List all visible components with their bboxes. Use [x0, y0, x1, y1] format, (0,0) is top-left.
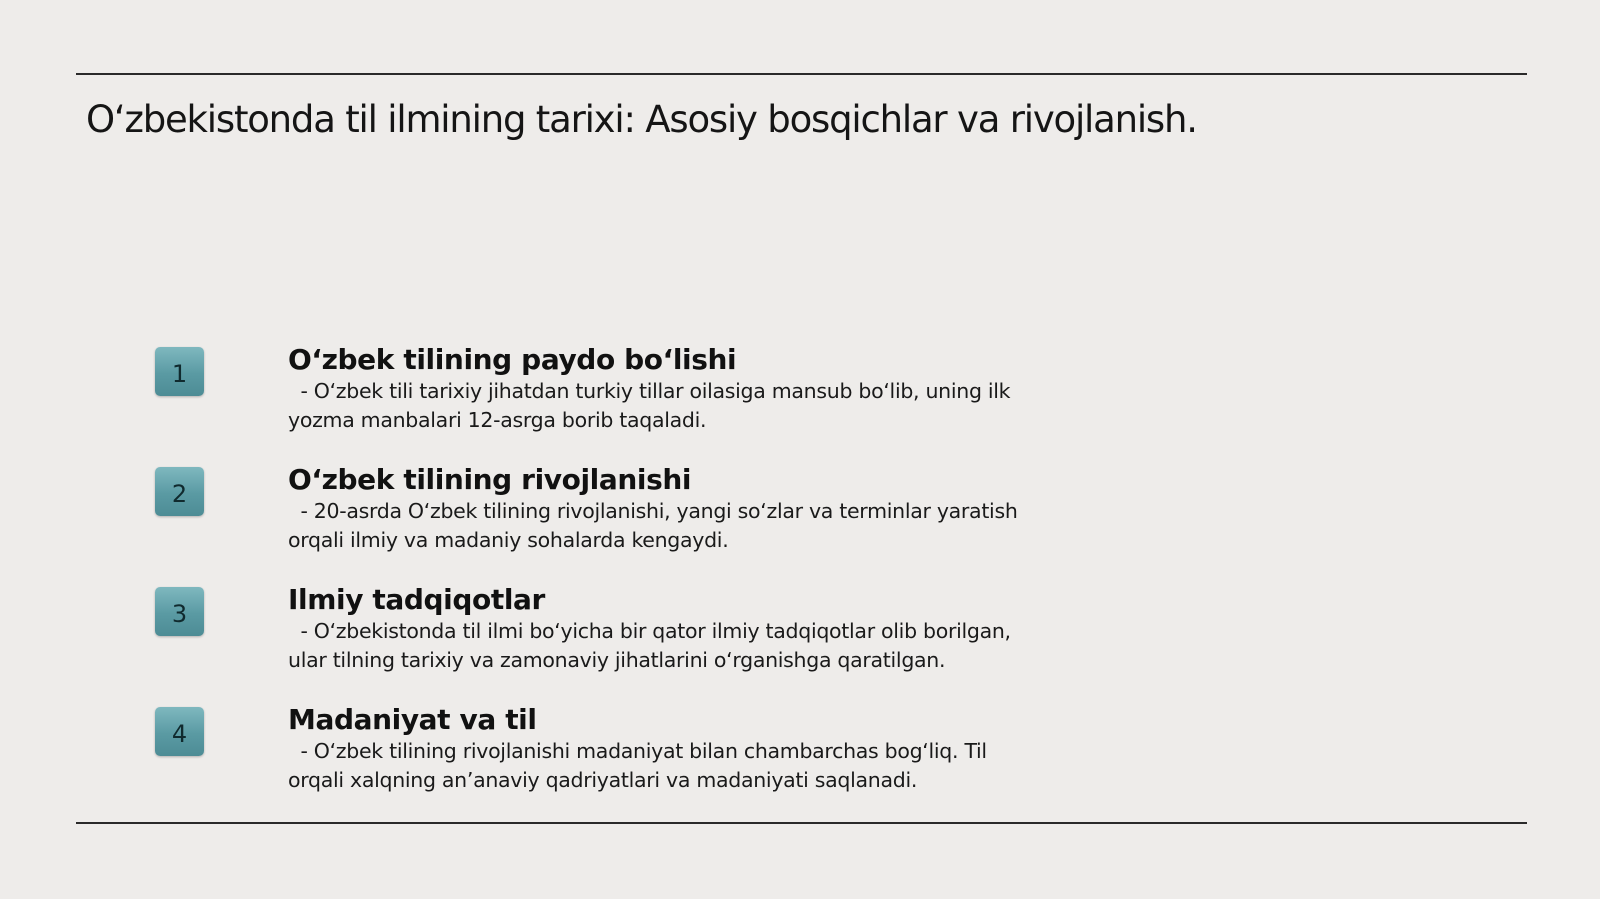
step-text: [288, 343, 1088, 435]
step-description-line: - 20-asrda O‘zbek tilining rivojlanishi, yangi so‘zlar va terminlar yaratish: [288, 499, 1018, 523]
step-text: [288, 703, 1088, 795]
step-item: [0, 343, 1600, 453]
bottom-divider: [76, 822, 1527, 824]
step-number-badge: 4: [155, 707, 204, 756]
step-description-line: ular tilning tarixiy va zamonaviy jihatlarini o‘rganishga qaratilgan.: [288, 648, 946, 672]
step-title: Ilmiy tadqiqotlar: [288, 583, 545, 616]
top-divider: [76, 73, 1527, 75]
step-item: [0, 463, 1600, 573]
step-description-line: yozma manbalari 12-asrga borib taqaladi.: [288, 408, 707, 432]
step-title: O‘zbek tilining paydo bo‘lishi: [288, 343, 737, 376]
step-description-line: orqali ilmiy va madaniy sohalarda kengaydi.: [288, 528, 729, 552]
step-item: [0, 703, 1600, 813]
step-description-line: - O‘zbek tilining rivojlanishi madaniyat bilan chambarchas bog‘liq. Til: [288, 739, 987, 763]
step-title: O‘zbek tilining rivojlanishi: [288, 463, 692, 496]
step-number-badge: 3: [155, 587, 204, 636]
step-text: [288, 463, 1088, 555]
step-item: [0, 583, 1600, 693]
slide-title: O‘zbekistonda til ilmining tarixi: Asosiy bosqichlar va rivojlanish.: [86, 98, 1197, 141]
step-description-line: - O‘zbekistonda til ilmi bo‘yicha bir qator ilmiy tadqiqotlar olib borilgan,: [288, 619, 1011, 643]
step-number-badge: 1: [155, 347, 204, 396]
step-text: [288, 583, 1088, 675]
step-title: Madaniyat va til: [288, 703, 537, 736]
step-description-line: orqali xalqning an’anaviy qadriyatlari va madaniyati saqlanadi.: [288, 768, 918, 792]
step-description-line: - O‘zbek tili tarixiy jihatdan turkiy tillar oilasiga mansub bo‘lib, uning ilk: [288, 379, 1011, 403]
step-number-badge: 2: [155, 467, 204, 516]
